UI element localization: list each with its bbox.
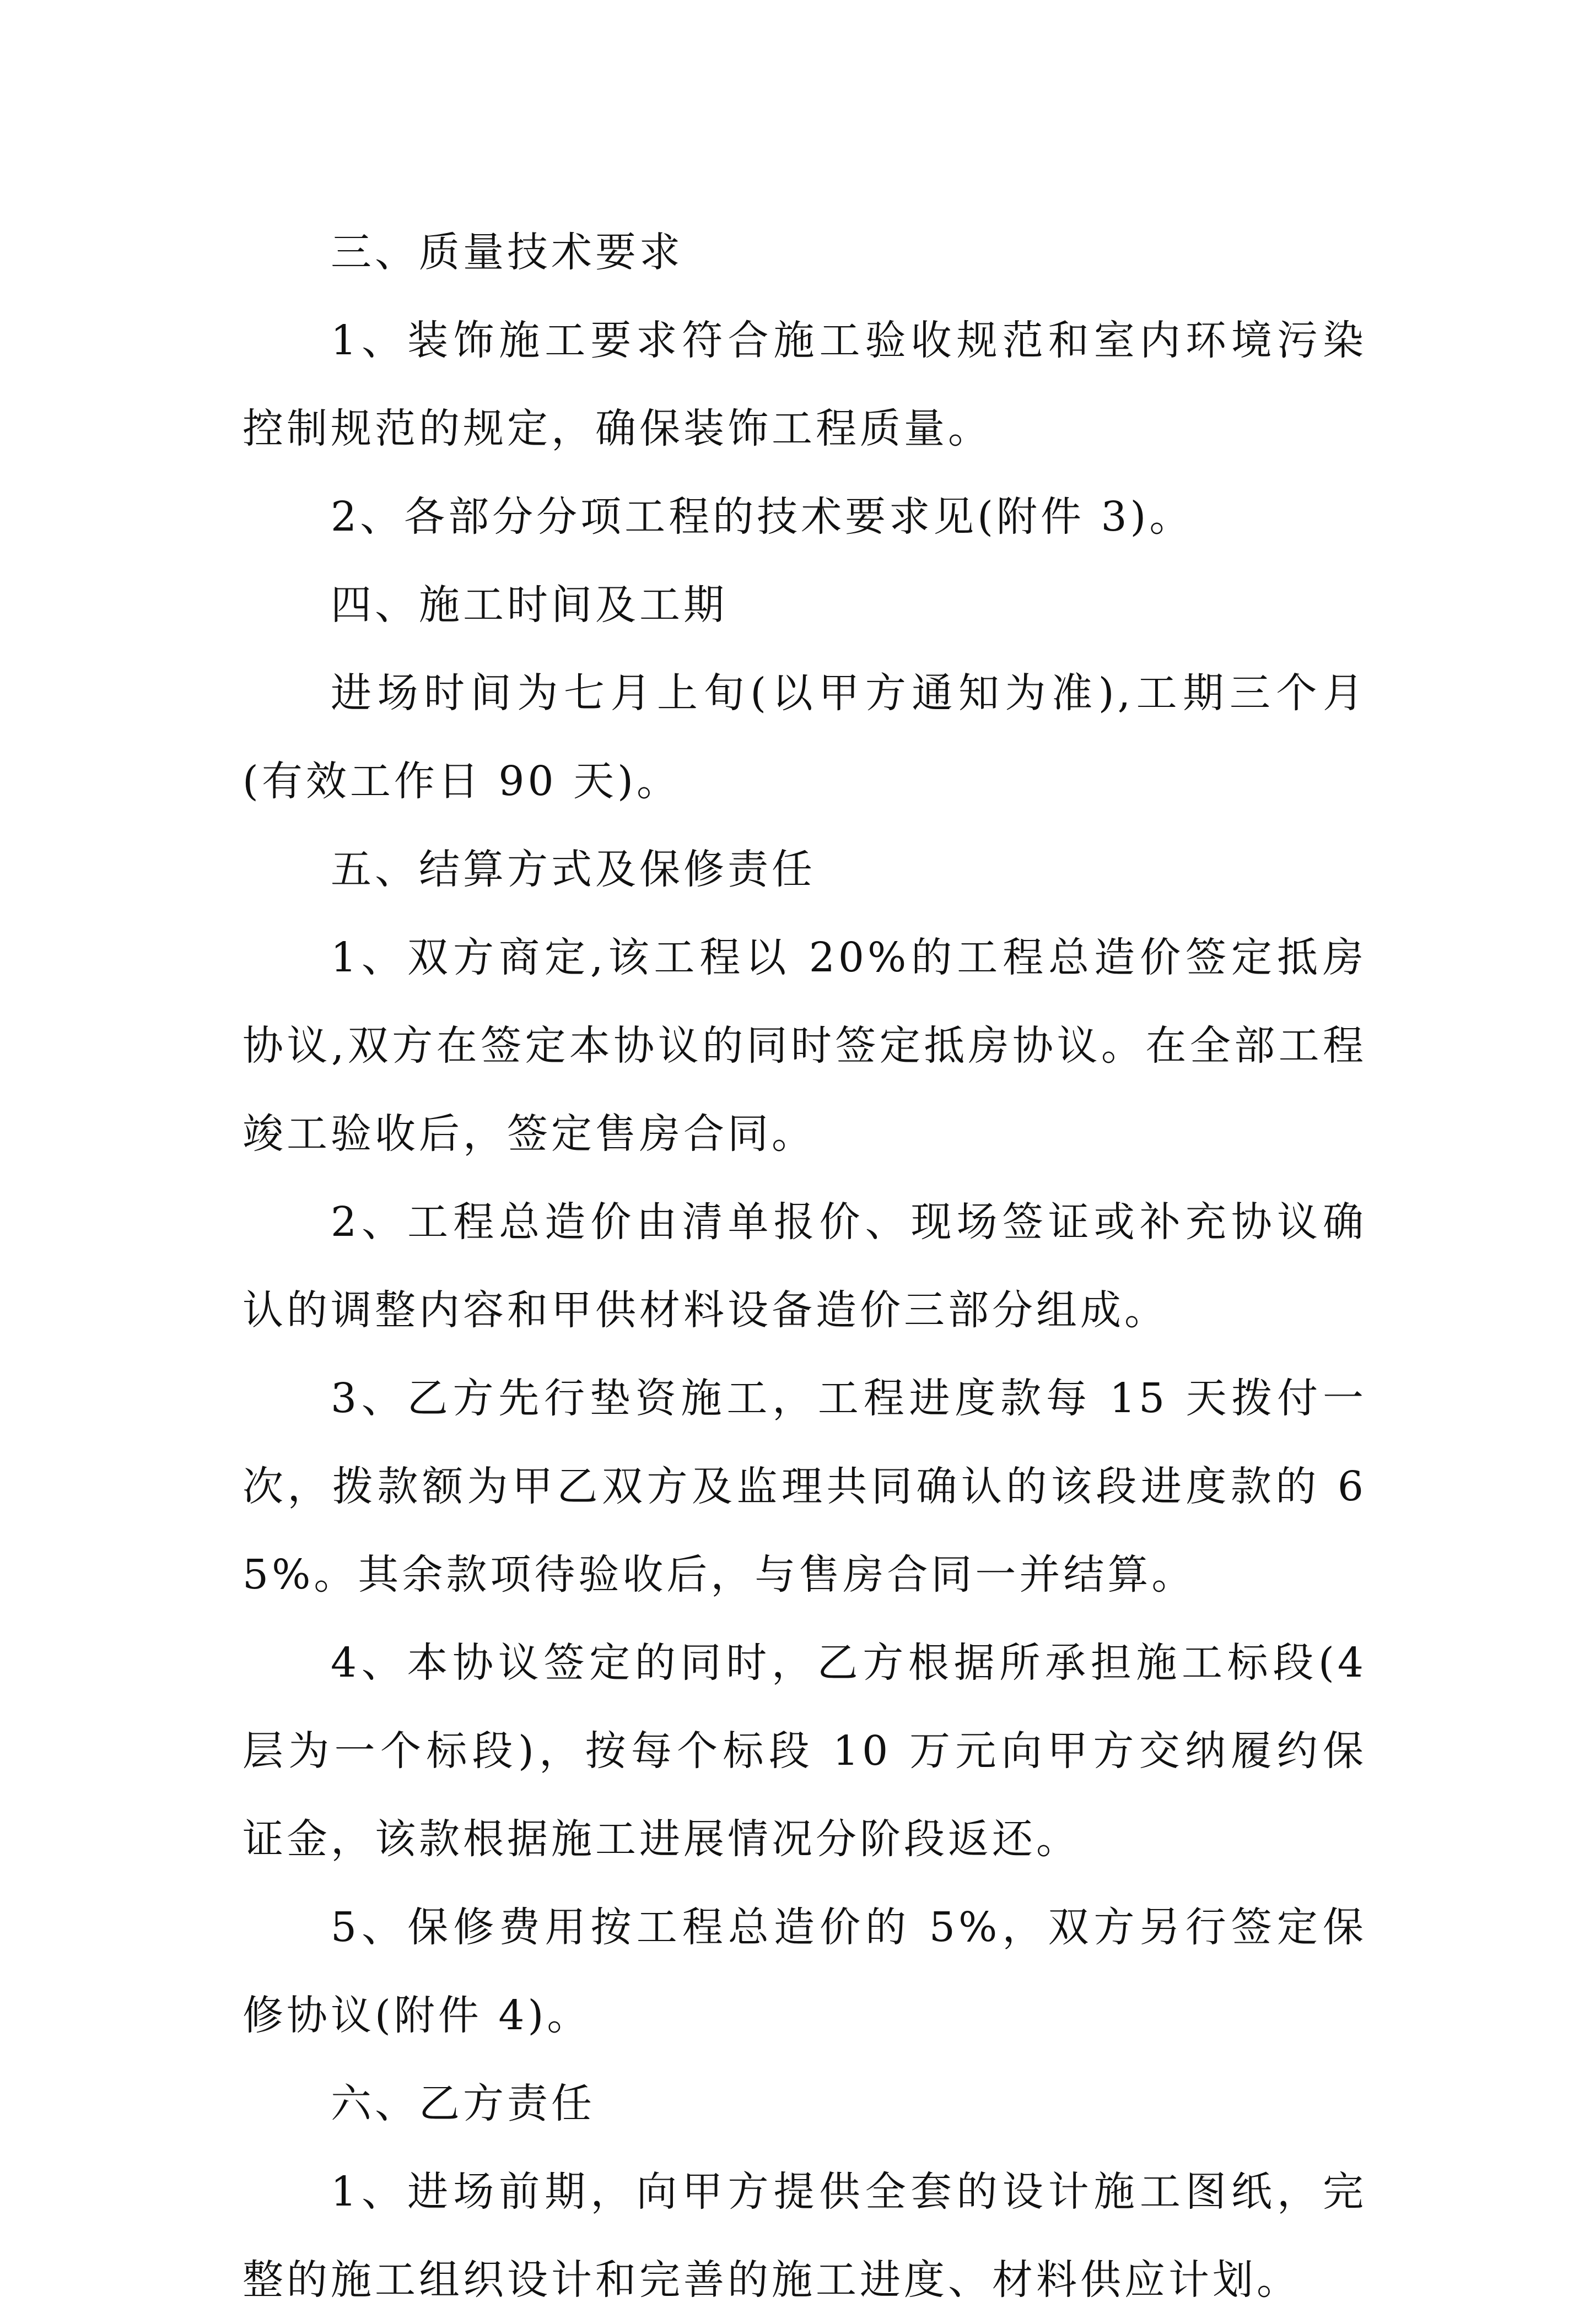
- paragraph-quality-1: 1、装饰施工要求符合施工验收规范和室内环境污染控制规范的规定，确保装饰工程质量。: [243, 317, 1367, 452]
- section-heading-quality: 三、质量技术要求: [331, 229, 683, 276]
- paragraph-settlement-3: 3、乙方先行垫资施工，工程进度款每 15 天拨付一次，拨款额为甲乙双方及监理共同确认的该段进度款的 65%。其余款项待验收后，与售房合同一并结算。: [243, 1375, 1367, 1598]
- paragraph-quality-2: 2、各部分分项工程的技术要求见(附件 3)。: [331, 493, 1194, 541]
- paragraph-schedule: 进场时间为七月上旬(以甲方通知为准),工期三个月(有效工作日 90 天)。: [243, 669, 1367, 805]
- section-heading-party-b: 六、乙方责任: [331, 2080, 595, 2127]
- paragraph-party-b-1: 1、进场前期，向甲方提供全套的设计施工图纸，完整的施工组织设计和完善的施工进度、材料供应计划。: [243, 2168, 1367, 2304]
- paragraph-settlement-2: 2、工程总造价由清单报价、现场签证或补充协议确认的调整内容和甲供材料设备造价三部分组成。: [243, 1198, 1367, 1334]
- paragraph-settlement-5: 5、保修费用按工程总造价的 5%，双方另行签定保修协议(附件 4)。: [243, 1904, 1367, 2039]
- section-heading-settlement: 五、结算方式及保修责任: [331, 846, 816, 893]
- paragraph-settlement-1: 1、双方商定,该工程以 20%的工程总造价签定抵房协议,双方在签定本协议的同时签定抵房协议。在全部工程竣工验收后，签定售房合同。: [243, 934, 1367, 1158]
- paragraph-settlement-4: 4、本协议签定的同时，乙方根据所承担施工标段(4 层为一个标段)，按每个标段 10 万元向甲方交纳履约保证金，该款根据施工进展情况分阶段返还。: [243, 1639, 1367, 1863]
- document-body: [243, 208, 1367, 2324]
- section-heading-schedule: 四、施工时间及工期: [331, 581, 728, 629]
